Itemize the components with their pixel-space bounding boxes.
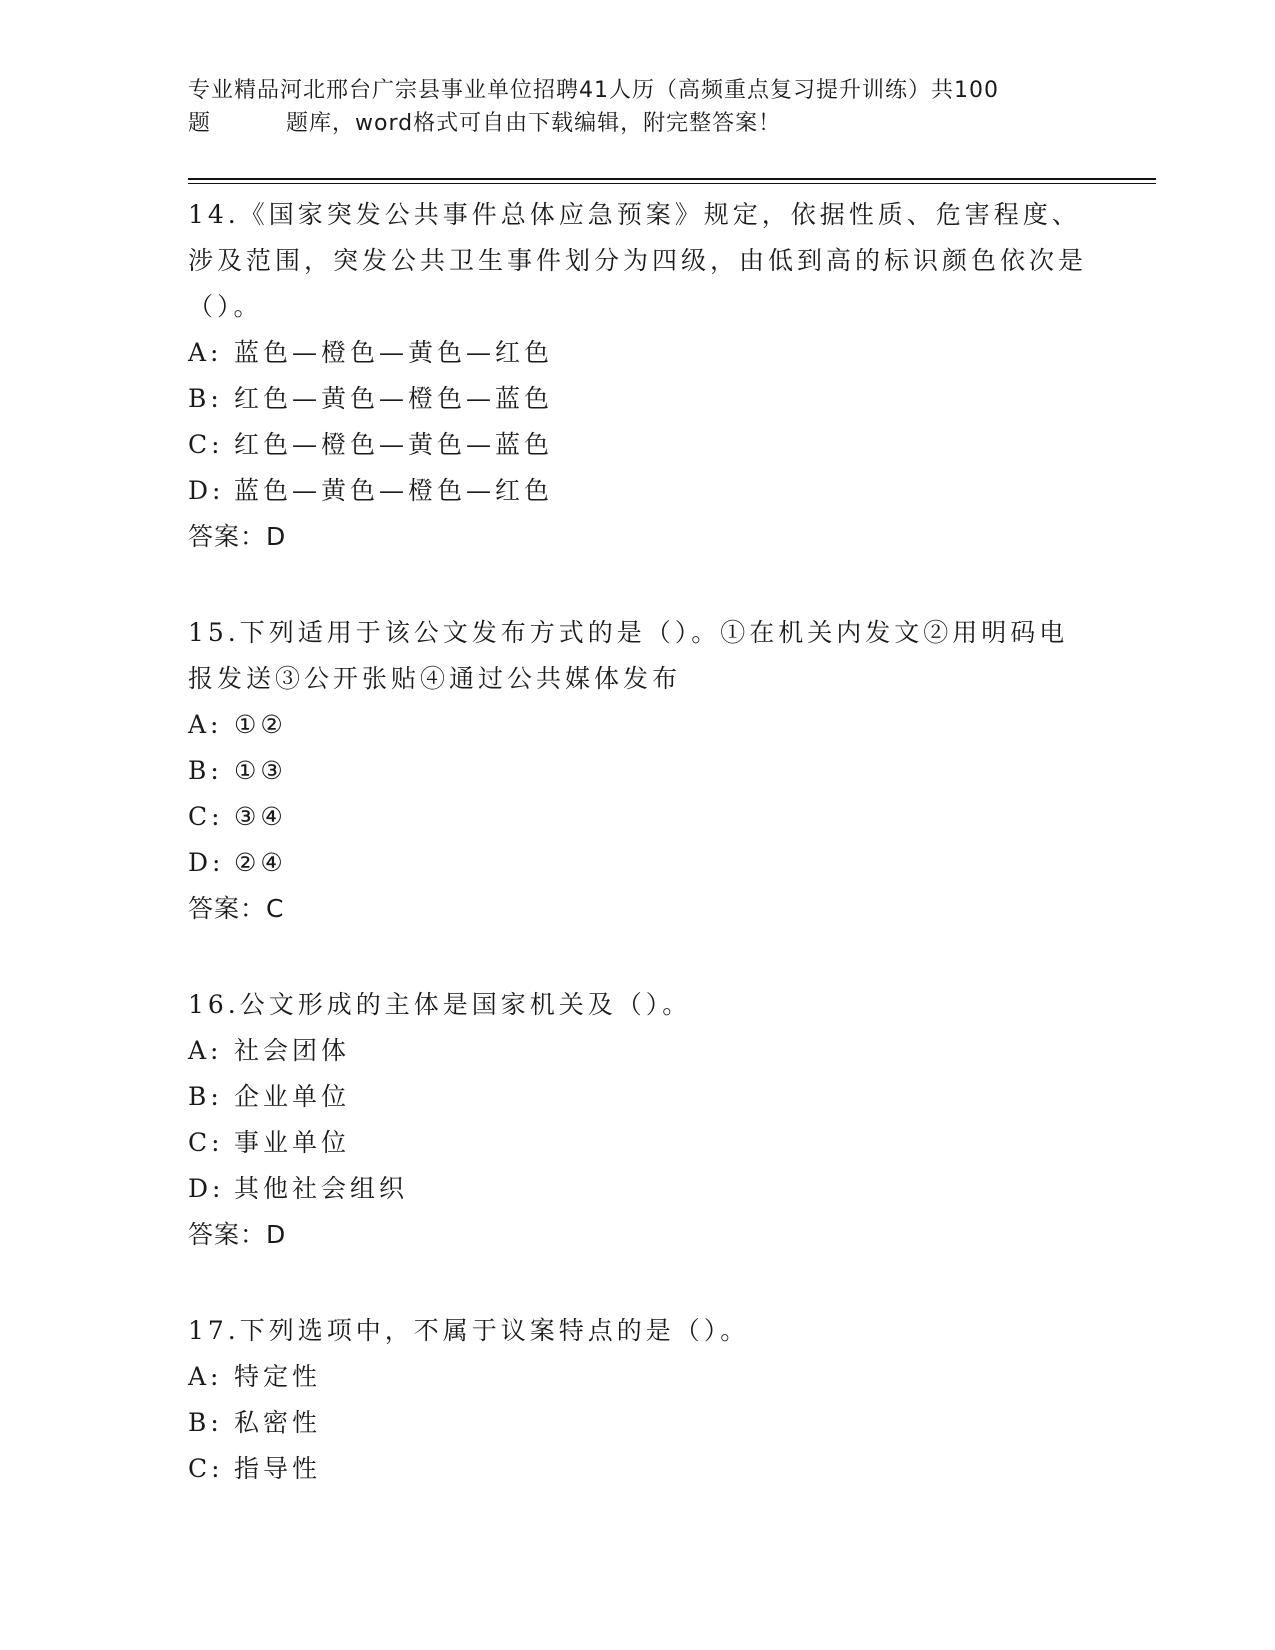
option-a	[188, 702, 1088, 748]
option-c	[188, 422, 1088, 468]
option-d	[188, 1166, 1088, 1212]
option-b	[188, 1400, 1088, 1446]
header-title-line2-end: 题库，word格式可自由下载编辑，附完整答案！	[286, 111, 782, 136]
question-text: 17.下列选项中，不属于议案特点的是（）。	[188, 1316, 750, 1345]
option-d	[188, 840, 1088, 886]
question-list	[188, 192, 1088, 1542]
option-a	[188, 1354, 1088, 1400]
option-text: 蓝色—橙色—黄色—红色	[234, 338, 554, 367]
option-letter: C:	[188, 430, 224, 459]
option-text: 私密性	[234, 1408, 322, 1437]
answer-line: 答案：D	[188, 1220, 287, 1249]
option-text: ③④	[234, 802, 287, 831]
option-d	[188, 468, 1088, 514]
option-text: 企业单位	[234, 1082, 351, 1111]
option-letter: B:	[188, 756, 223, 785]
option-text: 社会团体	[234, 1036, 351, 1065]
option-letter: D:	[188, 1174, 225, 1203]
option-text: ①③	[234, 756, 287, 785]
option-letter: B:	[188, 1408, 223, 1437]
option-b	[188, 748, 1088, 794]
option-text: 事业单位	[234, 1128, 351, 1157]
option-c	[188, 1120, 1088, 1166]
option-text: 红色—橙色—黄色—蓝色	[234, 430, 554, 459]
option-text: 红色—黄色—橙色—蓝色	[234, 384, 554, 413]
option-letter: D:	[188, 476, 225, 505]
option-c	[188, 794, 1088, 840]
question-16	[188, 982, 1088, 1258]
header-divider-thin	[188, 183, 1156, 184]
option-letter: B:	[188, 384, 223, 413]
option-text: 特定性	[234, 1362, 322, 1391]
option-text: ②④	[234, 848, 287, 877]
option-text: 指导性	[234, 1454, 322, 1483]
option-letter: A:	[188, 338, 223, 367]
header-title-line1: 专业精品河北邢台广宗县事业单位招聘41人历（高频重点复习提升训练）共100	[188, 78, 999, 103]
option-letter: B:	[188, 1082, 223, 1111]
option-letter: C:	[188, 1128, 224, 1157]
header-title-line2	[188, 107, 1088, 140]
option-letter: C:	[188, 802, 224, 831]
question-15	[188, 610, 1088, 932]
option-letter: A:	[188, 710, 223, 739]
answer-line: 答案：D	[188, 522, 287, 551]
option-letter: A:	[188, 1036, 223, 1065]
option-letter: C:	[188, 1454, 224, 1483]
option-b	[188, 1074, 1088, 1120]
question-text: 16.公文形成的主体是国家机关及（）。	[188, 990, 692, 1019]
option-text: ①②	[234, 710, 287, 739]
question-17	[188, 1308, 1088, 1492]
header-divider-thick	[188, 178, 1156, 180]
question-text: 15.下列适用于该公文发布方式的是（）。①在机关内发文②用明码电报发送③公开张贴④通过公共媒体发布	[188, 618, 1069, 693]
option-text: 其他社会组织	[234, 1174, 409, 1203]
document-header	[188, 74, 1088, 140]
option-text: 蓝色—黄色—橙色—红色	[234, 476, 554, 505]
question-text: 14.《国家突发公共事件总体应急预案》规定，依据性质、危害程度、涉及范围，突发公共卫生事件划分为四级，由低到高的标识颜色依次是（）。	[188, 200, 1088, 321]
question-14	[188, 192, 1088, 560]
option-a	[188, 330, 1088, 376]
answer-line: 答案：C	[188, 894, 285, 923]
option-c	[188, 1446, 1088, 1492]
option-letter: A:	[188, 1362, 223, 1391]
option-letter: D:	[188, 848, 225, 877]
option-b	[188, 376, 1088, 422]
option-a	[188, 1028, 1088, 1074]
header-title-line2-start: 题	[188, 111, 212, 136]
